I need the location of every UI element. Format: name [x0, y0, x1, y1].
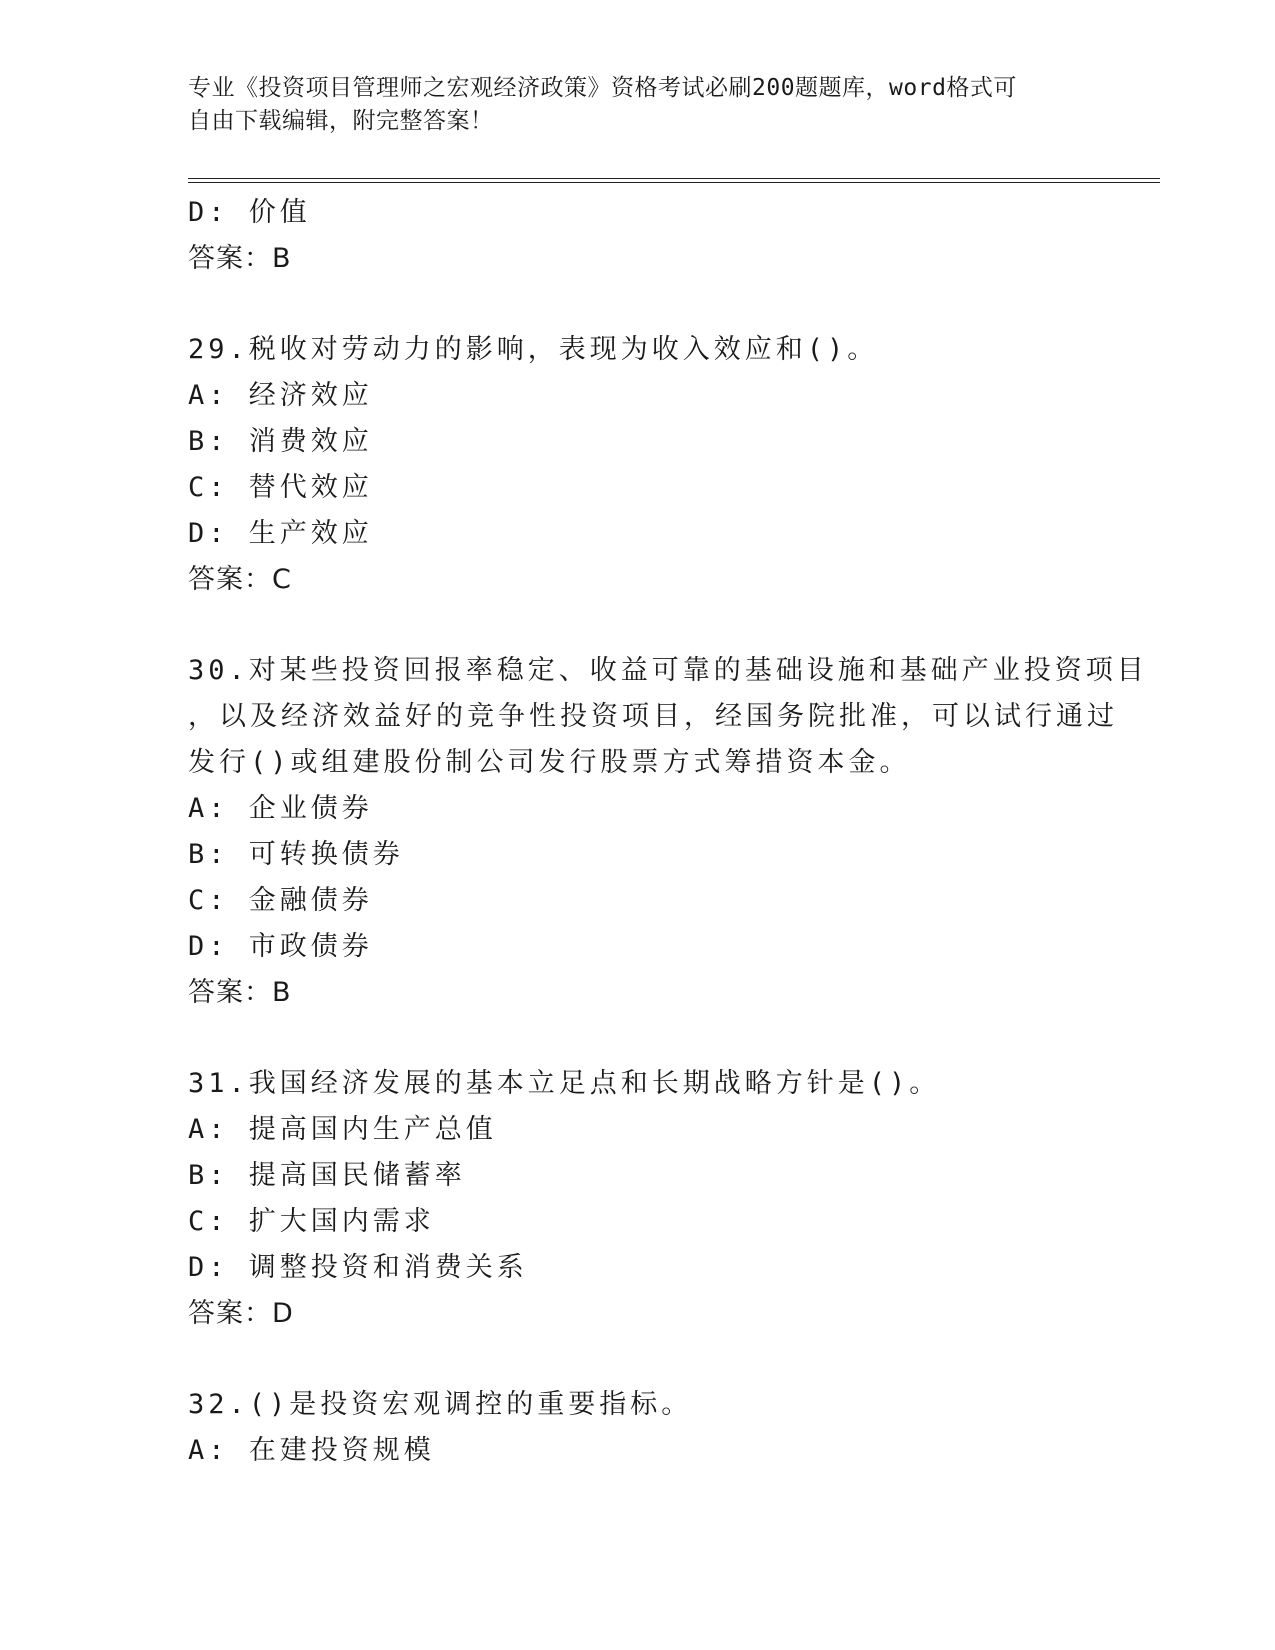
question-text: 发行()或组建股份制公司发行股票方式筹措资本金。 [188, 747, 911, 778]
question-gap [188, 1337, 1088, 1382]
option-line: A: 在建投资规模 [188, 1435, 435, 1466]
option-line: A: 经济效应 [188, 380, 373, 411]
option-line: B: 可转换债券 [188, 839, 404, 870]
option-line: D: 价值 [188, 197, 311, 228]
question-text: 31.我国经济发展的基本立足点和长期战略方针是()。 [188, 1068, 941, 1099]
question-text: 32.()是投资宏观调控的重要指标。 [188, 1389, 693, 1420]
question-gap [188, 603, 1088, 648]
question-text: 29.税收对劳动力的影响，表现为收入效应和()。 [188, 334, 879, 365]
option-line: D: 生产效应 [188, 518, 373, 549]
option-line: C: 替代效应 [188, 472, 373, 503]
option-line: C: 扩大国内需求 [188, 1206, 435, 1237]
option-line: D: 调整投资和消费关系 [188, 1252, 528, 1283]
answer-line: 答案：C [188, 564, 292, 595]
answer-line: 答案：D [188, 1298, 294, 1329]
option-line: C: 金融债券 [188, 885, 373, 916]
header-rule [188, 178, 1160, 183]
page-header [188, 72, 1088, 138]
option-line: D: 市政债券 [188, 931, 373, 962]
question-gap [188, 1016, 1088, 1061]
option-line: A: 企业债券 [188, 793, 373, 824]
question-list [188, 190, 1148, 1474]
header-line-1: 专业《投资项目管理师之宏观经济政策》资格考试必刷200题题库，word格式可 [188, 75, 1017, 101]
header-line-2: 自由下载编辑，附完整答案！ [188, 108, 494, 134]
answer-line: 答案：B [188, 243, 292, 274]
question-text: 30.对某些投资回报率稳定、收益可靠的基础设施和基础产业投资项目 [188, 655, 1148, 686]
option-line: B: 提高国民储蓄率 [188, 1160, 466, 1191]
option-line: A: 提高国内生产总值 [188, 1114, 497, 1145]
question-gap [188, 282, 1088, 327]
option-line: B: 消费效应 [188, 426, 373, 457]
answer-line: 答案：B [188, 977, 292, 1008]
question-text: ，以及经济效益好的竞争性投资项目，经国务院批准，可以试行通过 [188, 701, 1118, 732]
